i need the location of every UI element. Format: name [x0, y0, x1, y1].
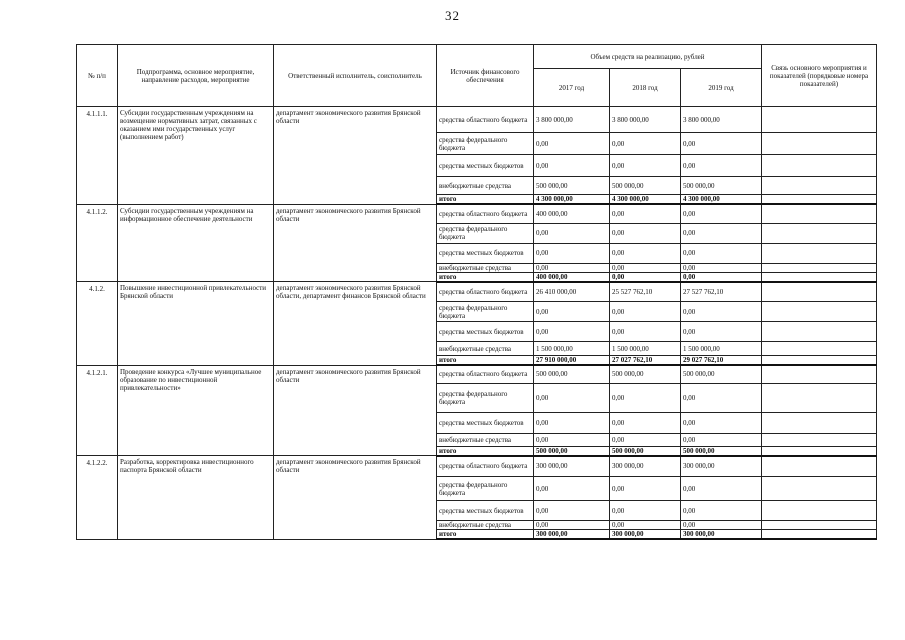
item-number: 4.1.2.1. — [77, 365, 118, 456]
value-2019: 0,00 — [681, 204, 762, 223]
item-program: Повышение инвестиционной привлекательности Брянской области — [118, 282, 274, 366]
funding-source: внебюджетные средства — [437, 521, 534, 530]
value-2017: 400 000,00 — [534, 272, 610, 282]
value-2017: 0,00 — [534, 521, 610, 530]
item-number: 4.1.1.1. — [77, 107, 118, 205]
funding-source: средства областного бюджета — [437, 456, 534, 477]
item-program: Проведение конкурса «Лучшее муниципальное образование по инвестиционной привлекательности» — [118, 365, 274, 456]
indicator-link — [762, 477, 877, 501]
indicator-link — [762, 133, 877, 155]
funding-source: средства местных бюджетов — [437, 412, 534, 433]
table-row — [77, 365, 877, 383]
value-2018: 300 000,00 — [610, 530, 681, 540]
value-2019: 0,00 — [681, 223, 762, 243]
value-2017: 0,00 — [534, 383, 610, 412]
indicator-link — [762, 383, 877, 412]
indicator-link — [762, 456, 877, 477]
indicator-link — [762, 356, 877, 366]
item-program: Субсидии государственным учреждениям на возмещение нормативных затрат, связанных с оказанием ими государственных услуг (выполнением работ) — [118, 107, 274, 205]
value-2017: 300 000,00 — [534, 530, 610, 540]
item-program: Разработка, корректировка инвестиционного паспорта Брянской области — [118, 456, 274, 540]
value-2017: 0,00 — [534, 302, 610, 322]
value-2018: 0,00 — [610, 263, 681, 272]
value-2018: 0,00 — [610, 223, 681, 243]
value-2019: 0,00 — [681, 322, 762, 342]
funding-source: средства федерального бюджета — [437, 133, 534, 155]
value-2018: 500 000,00 — [610, 446, 681, 456]
item-number: 4.1.2. — [77, 282, 118, 366]
value-2017: 0,00 — [534, 501, 610, 521]
header-executor: Ответственный исполнитель, соисполнитель — [274, 45, 437, 107]
header-program: Подпрограмма, основное мероприятие, направление расходов, мероприятие — [118, 45, 274, 107]
indicator-link — [762, 342, 877, 356]
value-2018: 300 000,00 — [610, 456, 681, 477]
value-2018: 500 000,00 — [610, 177, 681, 195]
value-2019: 0,00 — [681, 133, 762, 155]
indicator-link — [762, 521, 877, 530]
funding-source: средства местных бюджетов — [437, 155, 534, 177]
value-2019: 0,00 — [681, 521, 762, 530]
value-2017: 400 000,00 — [534, 204, 610, 223]
funding-source: итого — [437, 446, 534, 456]
budget-table — [76, 44, 877, 540]
funding-source: внебюджетные средства — [437, 263, 534, 272]
funding-source: внебюджетные средства — [437, 433, 534, 446]
table-row — [77, 107, 877, 133]
value-2019: 0,00 — [681, 501, 762, 521]
value-2017: 300 000,00 — [534, 456, 610, 477]
funding-source: средства местных бюджетов — [437, 322, 534, 342]
indicator-link — [762, 501, 877, 521]
indicator-link — [762, 322, 877, 342]
table-row — [77, 456, 877, 477]
value-2019: 29 027 762,10 — [681, 356, 762, 366]
indicator-link — [762, 365, 877, 383]
funding-source: итого — [437, 195, 534, 205]
value-2019: 500 000,00 — [681, 365, 762, 383]
header-volume: Объем средств на реализацию, рублей — [534, 45, 762, 69]
value-2018: 0,00 — [610, 302, 681, 322]
indicator-link — [762, 412, 877, 433]
value-2019: 1 500 000,00 — [681, 342, 762, 356]
value-2018: 0,00 — [610, 133, 681, 155]
funding-source: итого — [437, 530, 534, 540]
value-2019: 300 000,00 — [681, 530, 762, 540]
value-2018: 4 300 000,00 — [610, 195, 681, 205]
value-2018: 0,00 — [610, 501, 681, 521]
value-2019: 0,00 — [681, 243, 762, 263]
value-2017: 27 910 000,00 — [534, 356, 610, 366]
item-number: 4.1.2.2. — [77, 456, 118, 540]
funding-source: средства местных бюджетов — [437, 243, 534, 263]
indicator-link — [762, 263, 877, 272]
value-2019: 0,00 — [681, 477, 762, 501]
value-2019: 300 000,00 — [681, 456, 762, 477]
header-year-2019: 2019 год — [681, 69, 762, 107]
value-2017: 0,00 — [534, 433, 610, 446]
indicator-link — [762, 204, 877, 223]
funding-source: средства областного бюджета — [437, 282, 534, 302]
funding-source: итого — [437, 356, 534, 366]
page-number: 32 — [445, 8, 460, 23]
item-program: Субсидии государственным учреждениям на информационное обеспечение деятельности — [118, 204, 274, 282]
value-2019: 0,00 — [681, 383, 762, 412]
value-2018: 25 527 762,10 — [610, 282, 681, 302]
indicator-link — [762, 302, 877, 322]
funding-source: итого — [437, 272, 534, 282]
item-number: 4.1.1.2. — [77, 204, 118, 282]
value-2019: 0,00 — [681, 263, 762, 272]
value-2018: 0,00 — [610, 477, 681, 501]
indicator-link — [762, 223, 877, 243]
value-2017: 0,00 — [534, 477, 610, 501]
value-2017: 3 800 000,00 — [534, 107, 610, 133]
indicator-link — [762, 177, 877, 195]
value-2017: 500 000,00 — [534, 177, 610, 195]
header-num: № п/п — [77, 45, 118, 107]
value-2018: 27 027 762,10 — [610, 356, 681, 366]
value-2017: 0,00 — [534, 223, 610, 243]
header-row — [77, 45, 877, 69]
value-2018: 500 000,00 — [610, 365, 681, 383]
value-2019: 0,00 — [681, 412, 762, 433]
value-2017: 0,00 — [534, 155, 610, 177]
value-2018: 0,00 — [610, 521, 681, 530]
value-2017: 1 500 000,00 — [534, 342, 610, 356]
funding-source: средства областного бюджета — [437, 365, 534, 383]
value-2018: 3 800 000,00 — [610, 107, 681, 133]
indicator-link — [762, 530, 877, 540]
value-2017: 0,00 — [534, 412, 610, 433]
table-body — [77, 107, 877, 540]
funding-source: средства местных бюджетов — [437, 501, 534, 521]
value-2017: 26 410 000,00 — [534, 282, 610, 302]
value-2018: 0,00 — [610, 383, 681, 412]
value-2019: 0,00 — [681, 272, 762, 282]
value-2019: 500 000,00 — [681, 177, 762, 195]
value-2017: 0,00 — [534, 263, 610, 272]
indicator-link — [762, 272, 877, 282]
value-2017: 500 000,00 — [534, 446, 610, 456]
header-link: Связь основного мероприятия и показателей (порядковые номера показателей) — [762, 45, 877, 107]
item-executor: департамент экономического развития Брянской области, департамент финансов Брянской области — [274, 282, 437, 366]
value-2019: 500 000,00 — [681, 446, 762, 456]
value-2018: 0,00 — [610, 322, 681, 342]
item-executor: департамент экономического развития Брянской области — [274, 365, 437, 456]
value-2018: 0,00 — [610, 412, 681, 433]
item-executor: департамент экономического развития Брянской области — [274, 456, 437, 540]
funding-source: средства областного бюджета — [437, 107, 534, 133]
value-2019: 0,00 — [681, 155, 762, 177]
table-row — [77, 282, 877, 302]
funding-source: средства федерального бюджета — [437, 302, 534, 322]
indicator-link — [762, 446, 877, 456]
header-year-2017: 2017 год — [534, 69, 610, 107]
table-row — [77, 204, 877, 223]
funding-source: средства областного бюджета — [437, 204, 534, 223]
value-2018: 0,00 — [610, 272, 681, 282]
value-2018: 0,00 — [610, 243, 681, 263]
value-2018: 1 500 000,00 — [610, 342, 681, 356]
item-executor: департамент экономического развития Брянской области — [274, 204, 437, 282]
value-2019: 0,00 — [681, 433, 762, 446]
indicator-link — [762, 155, 877, 177]
indicator-link — [762, 433, 877, 446]
header-source: Источник финансового обеспечения — [437, 45, 534, 107]
indicator-link — [762, 243, 877, 263]
value-2017: 0,00 — [534, 243, 610, 263]
value-2019: 3 800 000,00 — [681, 107, 762, 133]
header-year-2018: 2018 год — [610, 69, 681, 107]
value-2019: 0,00 — [681, 302, 762, 322]
value-2018: 0,00 — [610, 204, 681, 223]
funding-source: внебюджетные средства — [437, 342, 534, 356]
indicator-link — [762, 107, 877, 133]
indicator-link — [762, 195, 877, 205]
funding-source: средства федерального бюджета — [437, 477, 534, 501]
value-2019: 27 527 762,10 — [681, 282, 762, 302]
funding-source: внебюджетные средства — [437, 177, 534, 195]
value-2017: 0,00 — [534, 322, 610, 342]
value-2018: 0,00 — [610, 433, 681, 446]
funding-source: средства федерального бюджета — [437, 383, 534, 412]
value-2018: 0,00 — [610, 155, 681, 177]
item-executor: департамент экономического развития Брянской области — [274, 107, 437, 205]
value-2017: 4 300 000,00 — [534, 195, 610, 205]
funding-source: средства федерального бюджета — [437, 223, 534, 243]
value-2017: 0,00 — [534, 133, 610, 155]
value-2017: 500 000,00 — [534, 365, 610, 383]
value-2019: 4 300 000,00 — [681, 195, 762, 205]
indicator-link — [762, 282, 877, 302]
